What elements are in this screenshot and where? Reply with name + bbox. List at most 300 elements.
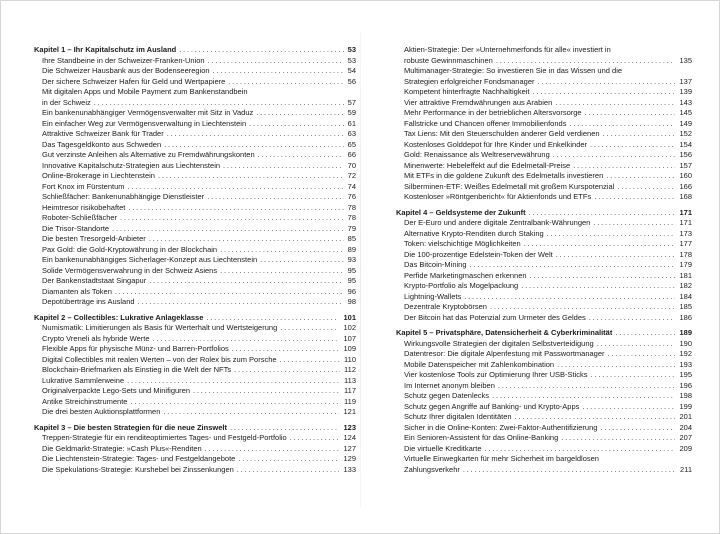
toc-line xyxy=(404,150,692,161)
toc-line xyxy=(404,370,692,381)
toc-page-number: 53 xyxy=(347,55,356,65)
toc-line xyxy=(42,192,356,203)
dot-leader xyxy=(205,444,340,455)
toc-page-number: 137 xyxy=(679,76,692,86)
toc-chapter-entry xyxy=(396,328,692,339)
toc-entry-label: Die virtuelle Kreditkarte xyxy=(404,443,482,453)
toc-item-entry xyxy=(396,171,692,182)
toc-item-entry xyxy=(34,129,356,140)
toc-entry-label: Die Schweizer Hausbank aus der Bodenseeregion xyxy=(42,66,210,75)
toc-page-number: 154 xyxy=(679,139,692,149)
toc-item-entry xyxy=(34,161,356,172)
toc-item-entry xyxy=(396,192,692,203)
dot-leader xyxy=(164,140,344,151)
dot-leader xyxy=(280,355,340,366)
toc-item-entry xyxy=(396,391,692,402)
toc-page-number: 193 xyxy=(679,359,692,369)
toc-line xyxy=(404,229,692,240)
toc-item-entry xyxy=(396,339,692,350)
toc-entry-label: Mit ETFs in die goldene Zukunft des Edelmetalls investieren xyxy=(404,171,604,180)
dot-leader xyxy=(515,412,676,423)
dot-leader xyxy=(615,328,675,339)
toc-line xyxy=(42,276,356,287)
toc-entry-label: Ein bankenunabhängiges Sicherlager-Konzept aus Liechtenstein xyxy=(42,255,258,264)
toc-line xyxy=(404,381,692,392)
toc-page-number: 182 xyxy=(679,281,692,290)
toc-page-number: 95 xyxy=(347,265,356,275)
toc-page-number: 173 xyxy=(679,228,692,238)
toc-line xyxy=(42,224,356,235)
dot-leader xyxy=(149,234,344,245)
page-gutter-divider xyxy=(360,31,361,507)
toc-item-entry xyxy=(34,454,356,465)
toc-entry-label: Der sichere Schweizer Hafen für Geld und Wertpapiere xyxy=(42,76,226,86)
toc-item-entry xyxy=(396,423,692,434)
dot-leader xyxy=(569,119,675,130)
toc-page-number: 79 xyxy=(347,223,356,233)
toc-line xyxy=(34,423,356,434)
dot-leader xyxy=(220,245,344,256)
toc-entry-label: Sicher in die Online-Konten: Zwei-Faktor-Authentifizierung xyxy=(404,422,598,432)
toc-page-number: 53 xyxy=(347,45,356,54)
dot-leader xyxy=(585,108,676,119)
toc-line xyxy=(396,208,692,219)
toc-page-number: 89 xyxy=(347,244,356,254)
dot-leader xyxy=(120,213,344,224)
toc-item-entry xyxy=(34,433,356,444)
toc-chapter-entry xyxy=(34,313,356,324)
toc-line xyxy=(42,297,356,308)
toc-page-number: 107 xyxy=(343,333,356,343)
toc-item-entry xyxy=(34,386,356,397)
toc-item-entry xyxy=(396,87,692,98)
dot-leader xyxy=(193,386,340,397)
toc-item-entry xyxy=(34,465,356,476)
toc-item-entry xyxy=(396,239,692,250)
toc-entry-label: Schließfächer: Bankenunabhängige Dienstleister xyxy=(42,192,205,201)
toc-page-number: 171 xyxy=(679,207,692,217)
toc-item-entry xyxy=(396,98,692,109)
dot-leader xyxy=(593,218,675,229)
toc-page-number: 54 xyxy=(347,66,356,75)
toc-item-entry xyxy=(34,297,356,308)
toc-entry-label: Multimanager-Strategie: So investieren Sie in das Wissen und die xyxy=(404,66,623,75)
dot-leader xyxy=(232,344,340,355)
dot-leader xyxy=(496,56,676,67)
dot-leader xyxy=(220,266,344,277)
dot-leader xyxy=(533,87,676,98)
toc-page-number: 177 xyxy=(679,239,692,248)
toc-page-number: 160 xyxy=(679,171,692,180)
toc-line xyxy=(42,407,356,418)
toc-line xyxy=(42,203,356,214)
toc-entry-label: Numismatik: Limitierungen als Basis für Werterhalt und Wertsteigerung xyxy=(42,323,278,332)
toc-item-entry xyxy=(396,119,692,130)
toc-item-entry xyxy=(34,266,356,277)
toc-page-number: 78 xyxy=(347,213,356,222)
dot-leader xyxy=(529,208,676,219)
toc-item-entry xyxy=(34,203,356,214)
toc-page-number: 166 xyxy=(679,181,692,191)
toc-line xyxy=(42,376,356,387)
toc-line xyxy=(404,444,692,455)
toc-item-entry xyxy=(396,444,692,455)
dot-leader xyxy=(280,323,339,334)
toc-line xyxy=(404,454,692,465)
dot-leader xyxy=(600,423,675,434)
toc-page-number: 152 xyxy=(679,129,692,138)
dot-leader xyxy=(603,129,676,140)
toc-line xyxy=(404,250,692,261)
toc-line xyxy=(42,182,356,193)
toc-page-number: 72 xyxy=(347,171,356,180)
toc-page-number: 57 xyxy=(347,97,356,107)
toc-line xyxy=(42,433,356,444)
toc-page-number: 157 xyxy=(679,160,692,170)
toc-line xyxy=(42,344,356,355)
toc-entry-label: Perfide Marketingmaschen erkennen xyxy=(404,270,527,280)
toc-entry-label: Online-Brokerage in Liechtenstein xyxy=(42,171,155,180)
toc-entry-label: Alternative Krypto-Renditen durch Staking xyxy=(404,228,544,238)
toc-page-number: 119 xyxy=(344,396,356,406)
toc-item-entry xyxy=(34,66,356,77)
toc-line xyxy=(42,355,356,366)
toc-page-number: 95 xyxy=(347,276,356,285)
toc-item-entry xyxy=(34,276,356,287)
toc-item-entry xyxy=(34,213,356,224)
toc-entry-label: Vier kostenlose Tools zur Optimierung Ihrer USB-Sticks xyxy=(404,370,588,379)
toc-page-number: 149 xyxy=(679,118,692,128)
toc-entry-label: Digital Collectibles mit realen Werten – von der Rolex bis zum Porsche xyxy=(42,354,277,364)
toc-page-number: 135 xyxy=(679,55,692,65)
toc-page-number: 198 xyxy=(679,391,692,400)
dot-leader xyxy=(557,360,675,371)
toc-line xyxy=(42,397,356,408)
toc-page-number: 59 xyxy=(347,108,356,117)
toc-item-entry xyxy=(396,292,692,303)
toc-page-number: 74 xyxy=(347,181,356,191)
toc-page-number: 66 xyxy=(347,150,356,159)
toc-item-entry xyxy=(396,370,692,381)
toc-page-number: 199 xyxy=(679,401,692,411)
dot-leader xyxy=(498,381,676,392)
toc-line xyxy=(42,334,356,345)
toc-line xyxy=(42,98,356,109)
dot-leader xyxy=(538,77,676,88)
toc-entry-label: Crypto Vreneli als hybride Werte xyxy=(42,333,150,343)
dot-leader xyxy=(138,297,344,308)
dot-leader xyxy=(553,150,676,161)
toc-page-number: 56 xyxy=(347,76,356,86)
toc-page-number: 211 xyxy=(680,464,692,474)
dot-leader xyxy=(234,365,340,376)
dot-leader xyxy=(591,370,676,381)
toc-item-entry xyxy=(396,349,692,360)
toc-page-number: 109 xyxy=(343,344,356,353)
toc-entry-label: Der Bankenstadtstaat Singapur xyxy=(42,276,147,285)
toc-entry-label: Die besten Tresorgeld-Anbieter xyxy=(42,234,146,243)
toc-item-entry xyxy=(34,234,356,245)
toc-entry-label: Die Spekulations-Strategie: Kurshebel bei Zinssenkungen xyxy=(42,464,234,474)
toc-line xyxy=(404,260,692,271)
toc-page-number: 63 xyxy=(347,129,356,138)
toc-page-number: 196 xyxy=(679,380,692,390)
dot-leader xyxy=(608,349,676,360)
toc-entry-label: robuste Gewinnmaschinen xyxy=(404,55,493,65)
toc-item-entry xyxy=(396,260,692,271)
dot-leader xyxy=(573,161,675,172)
toc-entry-label: Lightning-Wallets xyxy=(404,291,462,301)
toc-item-entry xyxy=(34,56,356,67)
toc-line xyxy=(404,271,692,282)
dot-leader xyxy=(582,402,675,413)
toc-page-number: 112 xyxy=(344,365,356,374)
toc-line xyxy=(34,313,356,324)
dot-leader xyxy=(153,334,340,345)
dot-leader xyxy=(249,119,344,130)
toc-page-number: 195 xyxy=(679,370,692,379)
toc-entry-label: Mit digitalen Apps und Mobile Payment zum Bankenstandbein xyxy=(42,87,248,96)
toc-page-number: 70 xyxy=(347,160,356,170)
toc-page-number: 185 xyxy=(679,302,692,311)
dot-leader xyxy=(115,287,344,298)
toc-item-entry xyxy=(34,323,356,334)
toc-page-number: 186 xyxy=(679,312,692,322)
dot-leader xyxy=(260,255,344,266)
dot-leader xyxy=(94,98,344,109)
toc-line xyxy=(404,302,692,313)
toc-entry-label: Die Trisor-Standorte xyxy=(42,223,110,233)
dot-leader xyxy=(238,454,339,465)
toc-item-entry xyxy=(34,119,356,130)
toc-entry-label: Datentresor: Die digitale Alpenfestung mit Passwortmanager xyxy=(404,349,605,358)
toc-entry-label: Mehr Performance in der betrieblichen Altersvorsorge xyxy=(404,108,582,117)
toc-entry-label: Zahlungsverkehr xyxy=(404,464,460,474)
toc-entry-label: Tax Liens: Mit den Steuerschulden anderer Geld verdienen xyxy=(404,129,600,138)
toc-entry-label: Gut verzinste Anleihen als Alternative zu Fremdwährungskonten xyxy=(42,150,255,159)
toc-chapter-entry xyxy=(34,45,356,56)
toc-entry-label: Gold: Renaissance als Weltreservewährung xyxy=(404,150,550,159)
toc-item-entry xyxy=(396,129,692,140)
toc-line xyxy=(42,266,356,277)
toc-entry-label: Treppen-Strategie für ein renditeoptimiertes Tages- und Festgeld-Portfolio xyxy=(42,433,287,442)
toc-entry-label: Solide Vermögensverwahrung in der Schweiz Asiens xyxy=(42,265,218,275)
toc-page-number: 113 xyxy=(344,375,356,385)
toc-line xyxy=(404,292,692,303)
toc-item-entry xyxy=(34,407,356,418)
toc-entry-label: Kompetent hinterfragte Nachhaltigkeit xyxy=(404,87,530,96)
toc-line xyxy=(42,66,356,77)
toc-entry-label: Roboter-Schließfächer xyxy=(42,213,118,222)
toc-line xyxy=(404,66,692,77)
toc-page-number: 184 xyxy=(679,291,692,301)
toc-line xyxy=(404,412,692,423)
toc-page-number: 78 xyxy=(347,202,356,212)
dot-leader xyxy=(207,192,343,203)
toc-entry-label: Im Internet anonym bleiben xyxy=(404,380,495,390)
toc-page-number: 101 xyxy=(343,312,356,322)
toc-line xyxy=(404,56,692,67)
toc-line xyxy=(42,108,356,119)
toc-entry-label: Kapitel 4 – Geldsysteme der Zukunft xyxy=(396,207,526,217)
dot-leader xyxy=(228,77,343,88)
toc-page-number: 65 xyxy=(347,139,356,149)
toc-entry-label: Dezentrale Kryptobörsen xyxy=(404,302,487,311)
toc-item-entry xyxy=(396,360,692,371)
toc-column-right xyxy=(396,45,692,497)
toc-entry-label: Krypto-Portfolio als Mogelpackung xyxy=(404,281,519,290)
toc-line xyxy=(42,234,356,245)
toc-entry-label: Die drei besten Auktionsplattformen xyxy=(42,407,161,416)
toc-item-entry xyxy=(396,281,692,292)
dot-leader xyxy=(237,465,340,476)
toc-line xyxy=(42,454,356,465)
toc-item-entry xyxy=(34,376,356,387)
dot-leader xyxy=(290,433,340,444)
toc-entry-label: Kapitel 3 – Die besten Strategien für die neue Zinswelt xyxy=(34,422,227,432)
toc-item-entry xyxy=(34,182,356,193)
dot-leader xyxy=(206,313,339,324)
toc-item-entry xyxy=(34,171,356,182)
toc-line xyxy=(42,323,356,334)
toc-entry-label: Kapitel 2 – Collectibles: Lukrative Anlageklasse xyxy=(34,312,204,322)
toc-line xyxy=(404,161,692,172)
toc-page-number: 121 xyxy=(343,407,356,416)
toc-line xyxy=(404,402,692,413)
toc-entry-label: Originalverpackte Lego-Sets und Minifiguren xyxy=(42,386,190,395)
toc-line xyxy=(42,245,356,256)
dot-leader xyxy=(464,292,675,303)
dot-leader xyxy=(130,397,340,408)
toc-entry-label: Die 100-prozentige Edelstein-Token der Welt xyxy=(404,249,553,259)
toc-page-number: 96 xyxy=(347,286,356,296)
book-spread xyxy=(1,1,719,533)
toc-line xyxy=(404,433,692,444)
toc-item-entry xyxy=(396,250,692,261)
toc-page-number: 168 xyxy=(679,192,692,201)
toc-item-entry xyxy=(396,302,692,313)
dot-leader xyxy=(258,150,344,161)
toc-page-number: 133 xyxy=(343,464,356,474)
toc-item-entry xyxy=(34,87,356,108)
toc-page-number: 127 xyxy=(343,443,356,453)
toc-entry-label: Die Geldmarkt-Strategie: »Cash Plus«-Renditen xyxy=(42,443,202,453)
toc-page-number: 178 xyxy=(679,249,692,259)
dot-leader xyxy=(561,433,675,444)
toc-item-entry xyxy=(396,66,692,87)
toc-line xyxy=(404,45,692,56)
dot-leader xyxy=(158,171,344,182)
toc-item-entry xyxy=(396,402,692,413)
toc-entry-label: Fallstricke und Chancen offener Immobilienfonds xyxy=(404,118,567,128)
dot-leader xyxy=(590,140,675,151)
dot-leader xyxy=(617,182,675,193)
toc-page-number: 201 xyxy=(679,412,692,421)
toc-entry-label: Virtuelle Einwegkarten für mehr Sicherheit im bargeldlosen xyxy=(404,454,599,463)
toc-line xyxy=(404,119,692,130)
toc-entry-label: Die Liechtenstein-Strategie: Tages- und Festgeldangebote xyxy=(42,454,236,463)
toc-entry-label: Ein Senioren-Assistent für das Online-Banking xyxy=(404,433,559,442)
dot-leader xyxy=(485,444,676,455)
toc-line xyxy=(396,328,692,339)
toc-line xyxy=(404,360,692,371)
toc-entry-label: Token: vielschichtige Möglichkeiten xyxy=(404,239,521,248)
toc-page-number: 190 xyxy=(679,338,692,348)
toc-entry-label: Der Bitcoin hat das Potenzial zum Urmeter des Geldes xyxy=(404,312,586,322)
toc-item-entry xyxy=(34,355,356,366)
toc-chapter-entry xyxy=(34,423,356,434)
toc-item-entry xyxy=(34,245,356,256)
toc-line xyxy=(404,192,692,203)
toc-item-entry xyxy=(34,444,356,455)
toc-item-entry xyxy=(34,77,356,88)
dot-leader xyxy=(179,45,343,56)
dot-leader xyxy=(167,129,344,140)
toc-line xyxy=(404,87,692,98)
toc-line xyxy=(34,45,356,56)
toc-item-entry xyxy=(396,381,692,392)
toc-entry-label: Ein einfacher Weg zur Vermögensverwaltung in Liechtenstein xyxy=(42,118,247,128)
toc-item-entry xyxy=(34,365,356,376)
toc-item-entry xyxy=(34,287,356,298)
toc-entry-label: Wirkungsvolle Strategien der digitalen Selbstverteidigung xyxy=(404,338,594,348)
dot-leader xyxy=(230,423,340,434)
toc-line xyxy=(42,77,356,88)
dot-leader xyxy=(470,260,676,271)
toc-entry-label: Mobile Datenspeicher mit Zahlenkombination xyxy=(404,359,555,369)
toc-line xyxy=(404,313,692,324)
toc-page-number: 204 xyxy=(679,422,692,432)
toc-entry-label: Schutz gegen Angriffe auf Banking- und Krypto-Apps xyxy=(404,401,580,411)
toc-page-number: 93 xyxy=(347,255,356,264)
dot-leader xyxy=(213,66,344,77)
toc-page-number: 171 xyxy=(679,218,692,227)
toc-line xyxy=(42,213,356,224)
toc-item-entry xyxy=(396,182,692,193)
toc-line xyxy=(404,171,692,182)
toc-entry-label: Ein bankenunabhängiger Vermögensverwalter mit Sitz in Vaduz xyxy=(42,108,254,117)
toc-page-number: 192 xyxy=(679,349,692,358)
toc-page-number: 181 xyxy=(679,270,692,280)
dot-leader xyxy=(128,182,344,193)
dot-leader xyxy=(521,281,675,292)
toc-entry-label: Lukrative Sammlerweine xyxy=(42,375,125,385)
toc-line xyxy=(42,140,356,151)
dot-leader xyxy=(492,391,675,402)
dot-leader xyxy=(597,339,676,350)
toc-page-number: 117 xyxy=(344,386,356,395)
toc-entry-label: Kostenloser »Röntgenbericht« für Aktienfonds und ETFs xyxy=(404,192,592,201)
toc-item-entry xyxy=(396,45,692,66)
toc-entry-label: Kostenloses Golddepot für Ihre Kinder und Enkelkinder xyxy=(404,139,588,149)
toc-entry-label: Das Bitcoin-Mining xyxy=(404,260,467,269)
toc-entry-label: Ihre Standbeine in der Schweizer-Franken-Union xyxy=(42,55,205,65)
toc-page-number: 85 xyxy=(347,234,356,243)
toc-line xyxy=(42,255,356,266)
toc-page-number: 139 xyxy=(679,87,692,96)
toc-item-entry xyxy=(396,229,692,240)
toc-line xyxy=(404,239,692,250)
dot-leader xyxy=(555,98,675,109)
toc-line xyxy=(42,287,356,298)
toc-line xyxy=(404,391,692,402)
dot-leader xyxy=(127,376,340,387)
toc-item-entry xyxy=(34,140,356,151)
toc-entry-label: Attraktive Schweizer Bank für Trader xyxy=(42,129,164,138)
toc-line xyxy=(42,386,356,397)
toc-entry-label: Aktien-Strategie: Der »Unternehmerfonds für alle« investiert in xyxy=(404,45,611,54)
toc-page-number: 61 xyxy=(347,118,356,128)
